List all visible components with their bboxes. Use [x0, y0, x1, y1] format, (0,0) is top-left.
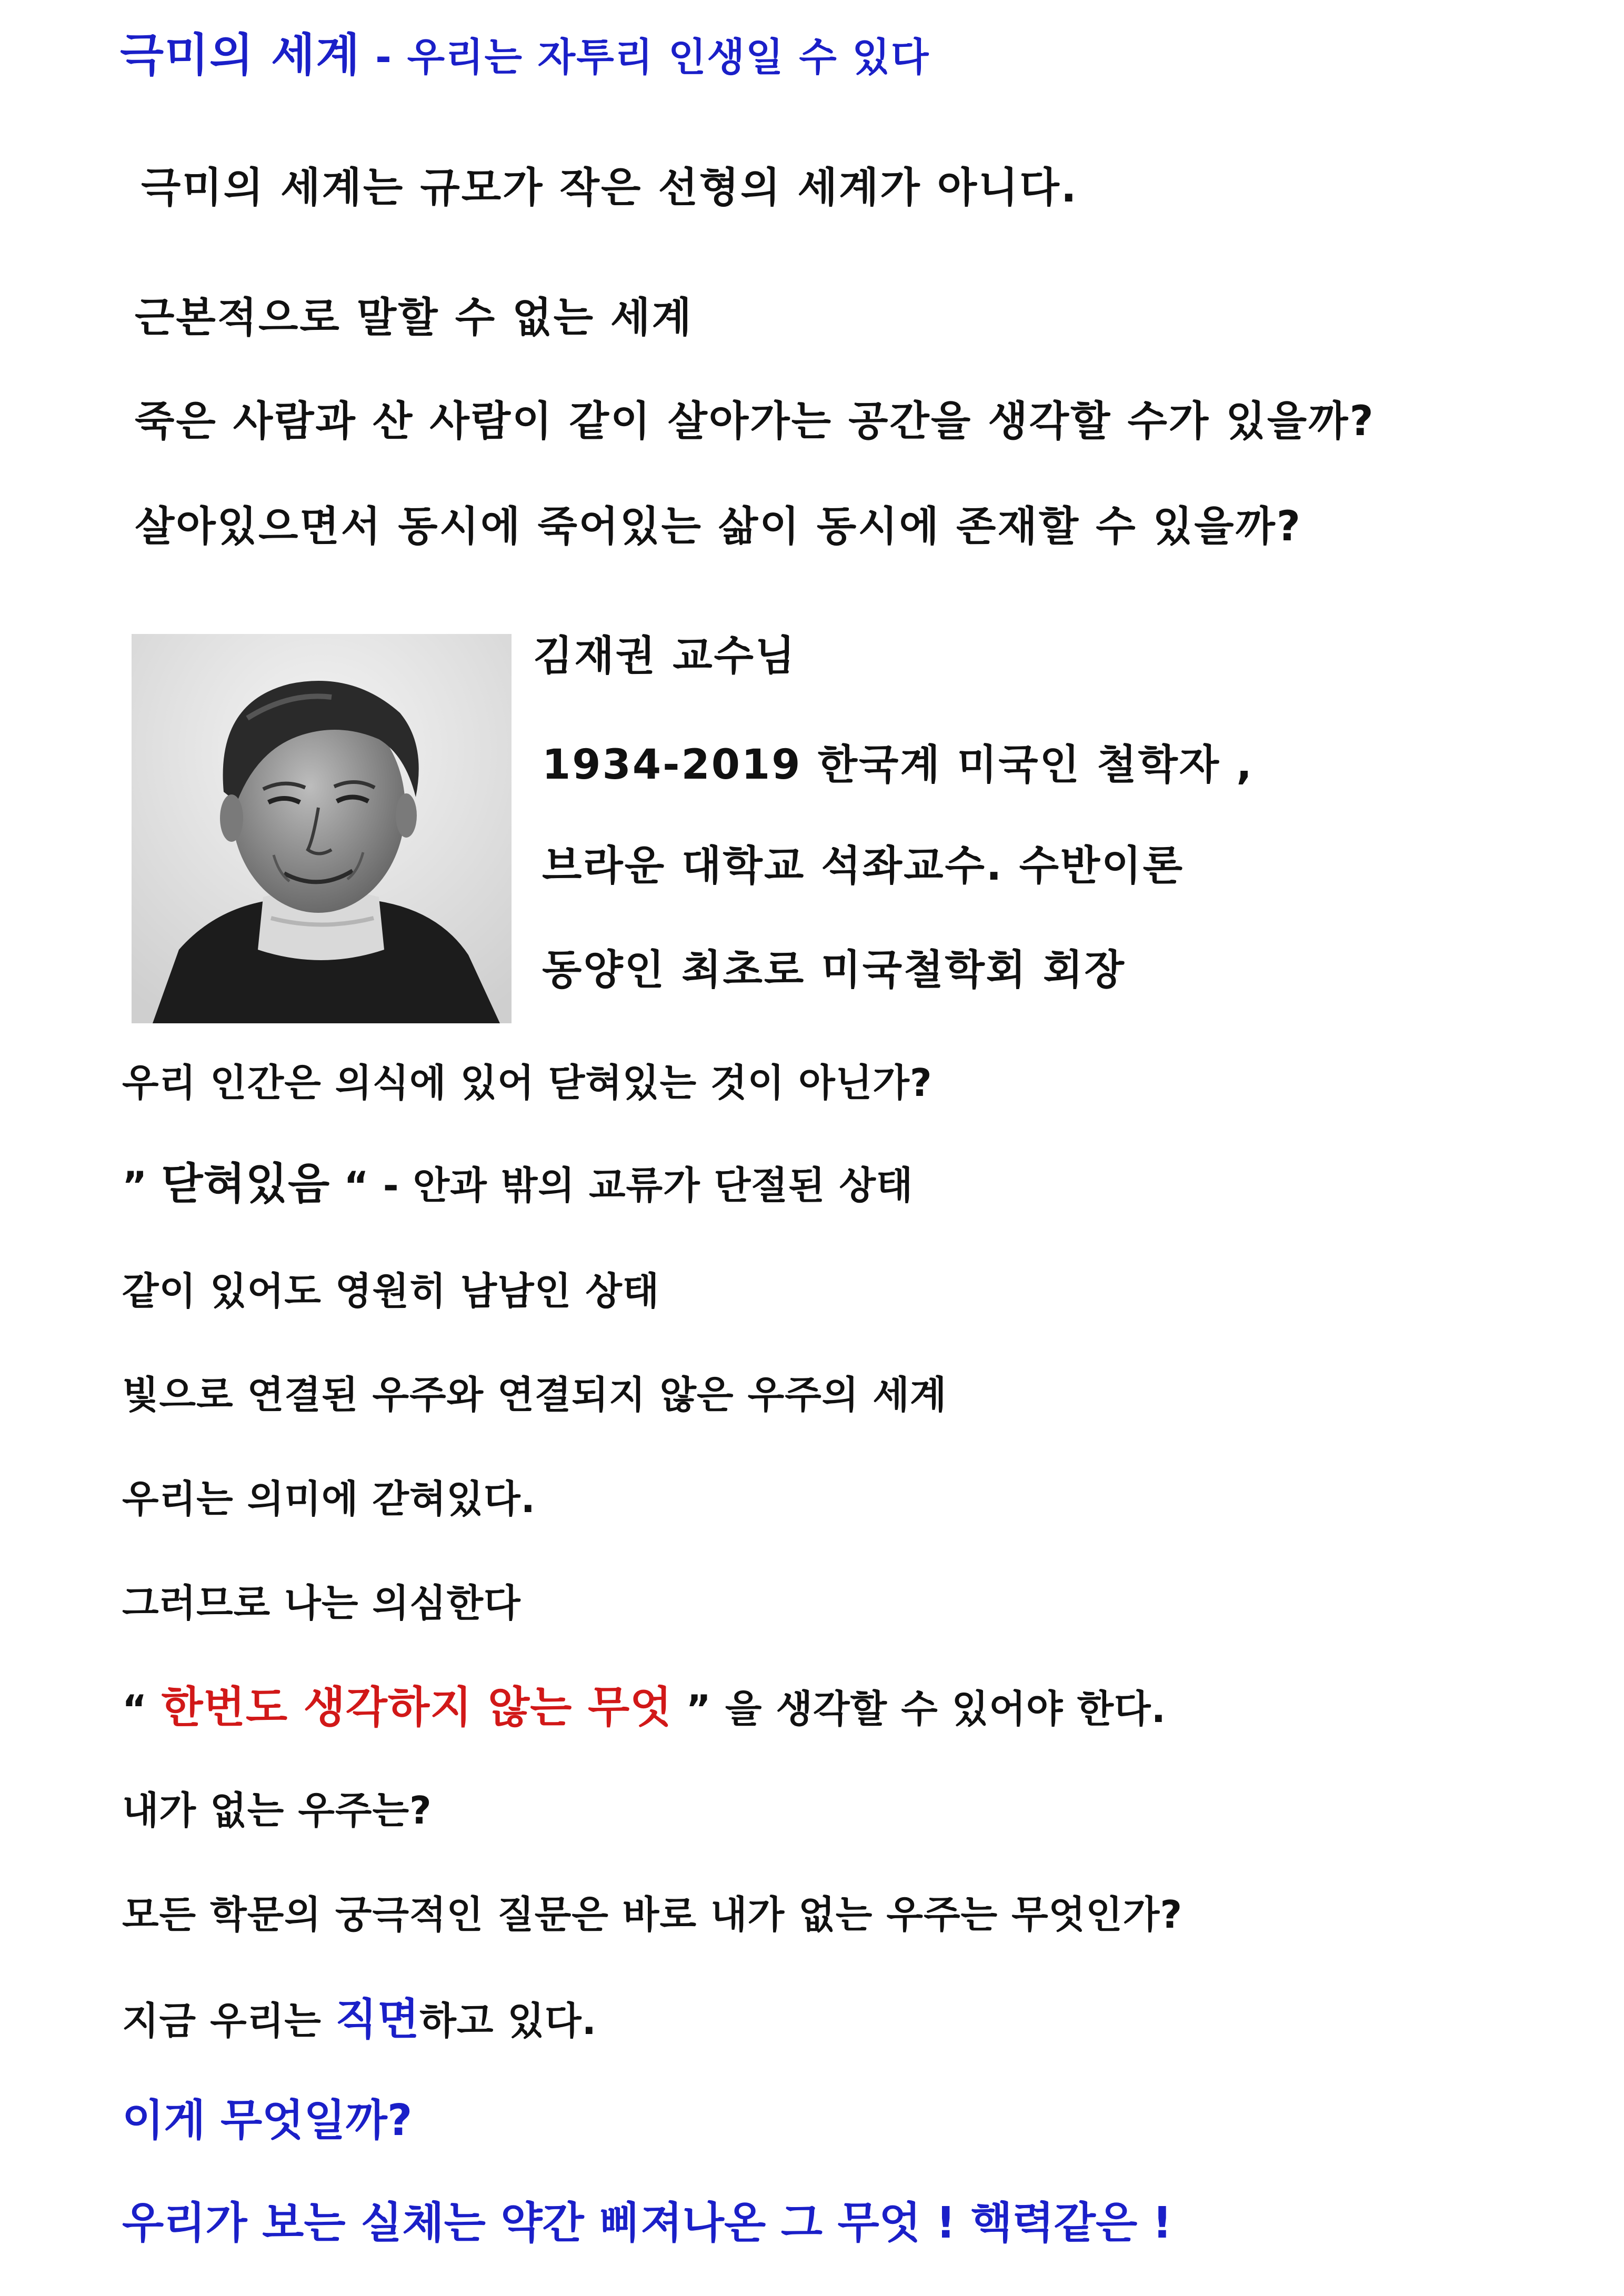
body-line-6: 그러므로 나는 의심한다	[122, 1581, 521, 1625]
body-line-10-a: 지금 우리는	[122, 1999, 335, 2043]
body-line-2-rest: “ - 안과 밖의 교류가 단절된 상태	[330, 1163, 914, 1207]
highlight-blue: 직면	[335, 1995, 420, 2045]
body-line-11: 이게 무엇일까?	[122, 2096, 413, 2146]
body-line-5: 우리는 의미에 갇혀있다.	[122, 1477, 536, 1521]
title-main: 극미의 세계	[120, 29, 361, 82]
body-line-1: 우리 인간은 의식에 있어 닫혀있는 것이 아닌가?	[122, 1061, 933, 1105]
body-line-9: 모든 학문의 궁극적인 질문은 바로 내가 없는 우주는 무엇인가?	[122, 1892, 1183, 1937]
body-line-12: 우리가 보는 실체는 약간 삐져나온 그 무엇 ! 핵력같은 !	[122, 2198, 1172, 2248]
page-title	[120, 29, 930, 82]
body-line-2	[122, 1159, 914, 1209]
open-quote: ”	[122, 1163, 162, 1207]
highlight-red: 한번도 생각하지 않는 무엇	[161, 1683, 673, 1733]
body-line-10	[122, 1995, 597, 2045]
open-quote-2: “	[122, 1687, 162, 1731]
body-line-7	[122, 1683, 1166, 1733]
intro-line-4: 살아있으면서 동시에 죽어있는 삶이 동시에 존재할 수 있을까?	[135, 503, 1302, 550]
body-line-3: 같이 있어도 영원히 남남인 상태	[122, 1269, 660, 1313]
body-line-7-rest: ” 을 생각할 수 있어야 한다.	[672, 1687, 1166, 1731]
title-subtitle: - 우리는 자투리 인생일 수 있다	[360, 35, 930, 80]
keyword-closed: 닫혀있음	[161, 1159, 330, 1209]
profile-name: 김재권 교수님	[533, 632, 797, 680]
portrait-illustration	[132, 634, 512, 1023]
body-line-8: 내가 없는 우주는?	[122, 1788, 432, 1832]
profile-line-1: 1934-2019 한국계 미국인 철학자 ,	[542, 741, 1254, 789]
body-line-4: 빛으로 연결된 우주와 연결되지 않은 우주의 세계	[122, 1373, 947, 1417]
profile-line-2: 브라운 대학교 석좌교수. 수반이론	[542, 842, 1184, 890]
intro-line-1: 극미의 세계는 규모가 작은 선형의 세계가 아니다.	[141, 164, 1078, 212]
portrait-photo	[132, 634, 512, 1023]
intro-line-3: 죽은 사람과 산 사람이 같이 살아가는 공간을 생각할 수가 있을까?	[135, 398, 1375, 445]
intro-line-2: 근본적으로 말할 수 없는 세계	[135, 294, 693, 341]
profile-line-3: 동양인 최초로 미국철학회 회장	[542, 946, 1126, 994]
body-line-10-b: 하고 있다.	[419, 1999, 597, 2043]
